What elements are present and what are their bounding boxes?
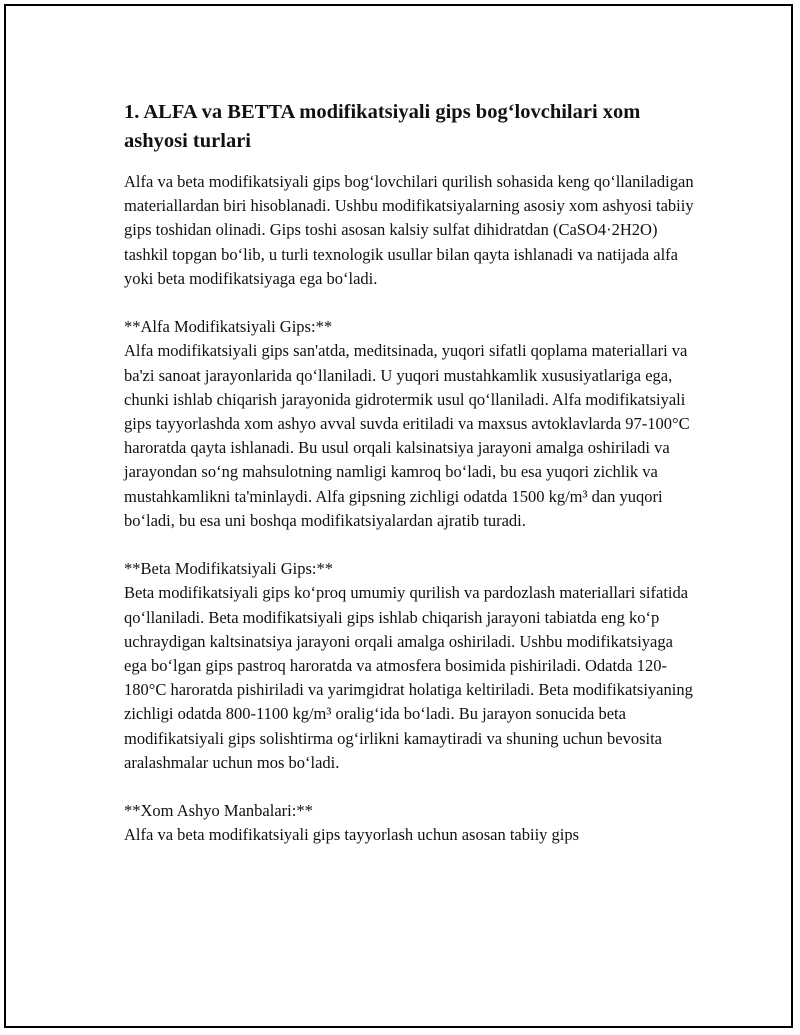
xom-ashyo-section-paragraph: Alfa va beta modifikatsiyali gips tayyorlash uchun asosan tabiiy gips xyxy=(124,825,580,845)
alfa-section-paragraph: Alfa modifikatsiyali gips san'atda, meditsinada, yuqori sifatli qoplama materiallari va ba'zi sanoat jarayonlarida qo‘llaniladi. U yuqori mustahkamlik xususiyatlariga ega, chunki ishlab chiqarish jarayonida gidrotermik usul qo‘llaniladi. Alfa modifikatsiyali gips tayyorlashda xom ashyo avval suvda eritiladi va maxsus avtoklavlarda 97-100°C haroratda qayta ishlanadi. Bu usul orqali kalsinatsiya jarayoni amalga oshiriladi va jarayondan so‘ng mahsulotning namligi kamroq bo‘ladi, bu esa yuqori zichlik va mustahkamlikni ta'minlaydi. Alfa gipsning zichligi odatda 1500 kg/m³ dan yuqori bo‘ladi, bu esa uni boshqa modifikatsiyalardan ajratib turadi. xyxy=(124,341,690,530)
beta-section-paragraph: Beta modifikatsiyali gips ko‘proq umumiy qurilish va pardozlash materiallari sifatida qo‘llaniladi. Beta modifikatsiyali gips ishlab chiqarish jarayoni tabiatda eng ko‘p uchraydigan kaltsinatsiya jarayoni orqali amalga oshiriladi. Ushbu modifikatsiyaga ega bo‘lgan gips pastroq haroratda va atmosfera bosimida pishiriladi. Odatda 120-180°C haroratda pishiriladi va yarimgidrat holatiga keltiriladi. Beta modifikatsiyaning zichligi odatda 800-1100 kg/m³ oralig‘ida bo‘ladi. Bu jarayon sonucida beta modifikatsiyali gips solishtirma og‘irlikni kamaytiradi va shuning uchun bevosita aralashmalar uchun mos bo‘ladi. xyxy=(124,583,693,772)
alfa-section-heading: **Alfa Modifikatsiyali Gips:** xyxy=(124,317,333,337)
page-frame xyxy=(4,4,793,1028)
document-body xyxy=(124,98,694,848)
paragraph-spacer xyxy=(124,291,694,315)
beta-section-heading: **Beta Modifikatsiyali Gips:** xyxy=(124,559,333,579)
document-title: 1. ALFA va BETTA modifikatsiyali gips bog‘lovchilari xom ashyosi turlari xyxy=(124,101,641,152)
xom-ashyo-section-heading: **Xom Ashyo Manbalari:** xyxy=(124,801,313,821)
paragraph-spacer xyxy=(124,775,694,799)
intro-paragraph: Alfa va beta modifikatsiyali gips bog‘lovchilari qurilish sohasida keng qo‘llaniladigan materiallardan biri hisoblanadi. Ushbu modifikatsiyalarning asosiy xom ashyosi tabiiy gips toshidan olinadi. Gips toshi asosan kalsiy sulfat dihidratdan (CaSO4·2H2O) tashkil topgan bo‘lib, u turli texnologik usullar bilan qayta ishlanadi va natijada alfa yoki beta modifikatsiyaga ega bo‘ladi. xyxy=(124,172,694,288)
paragraph-spacer xyxy=(124,533,694,557)
